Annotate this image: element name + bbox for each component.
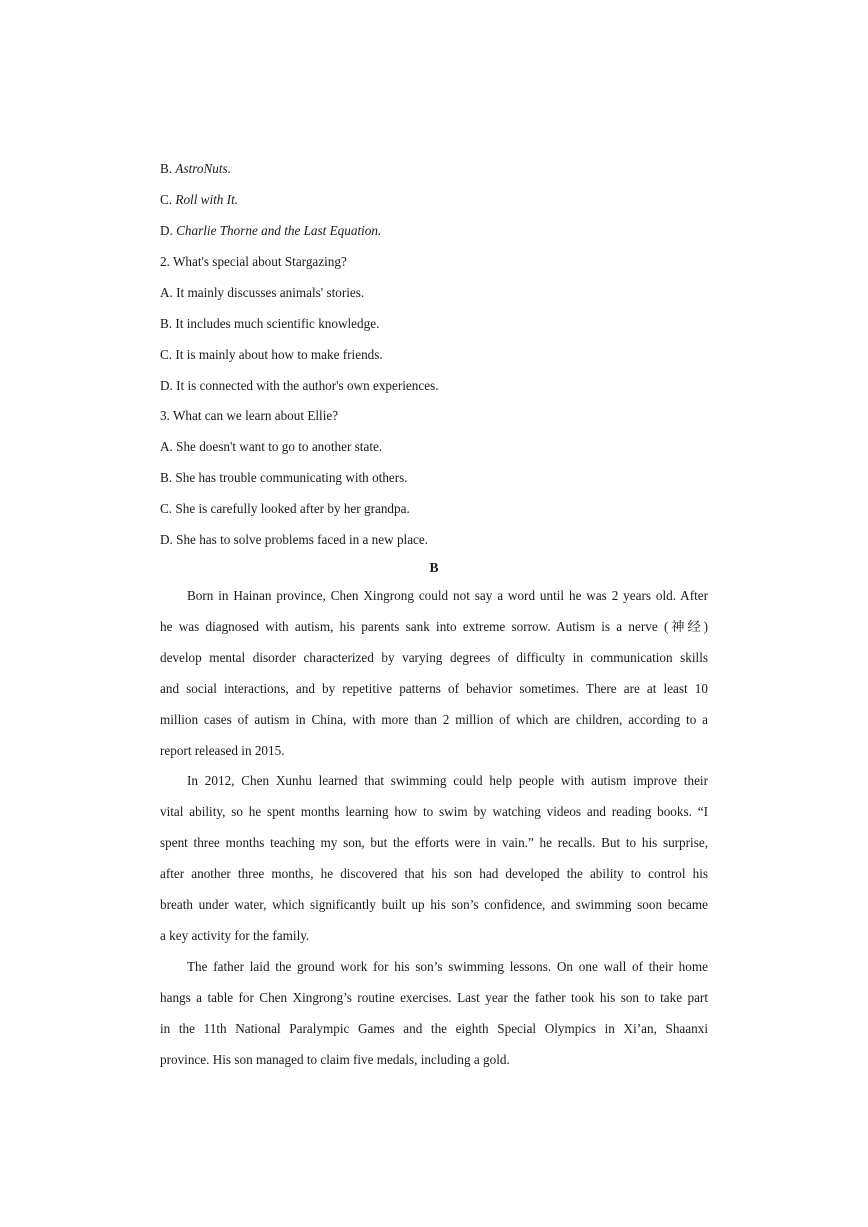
q2-option-a: A. It mainly discusses animals' stories. xyxy=(160,285,365,300)
paragraph-line: Born in Hainan province, Chen Xingrong could not say a word until he was 2 years old. After xyxy=(187,588,708,603)
q3-option-c: C. She is carefully looked after by her grandpa. xyxy=(160,501,410,516)
q2-option-c: C. It is mainly about how to make friends. xyxy=(160,347,383,362)
paragraph-line: province. His son managed to claim five medals, including a gold. xyxy=(160,1052,510,1067)
q1-option-b xyxy=(160,161,231,177)
option-letter: D. xyxy=(160,223,177,238)
q3-option-d: D. She has to solve problems faced in a new place. xyxy=(160,532,429,547)
option-letter: C. xyxy=(160,192,176,207)
q1-option-d xyxy=(160,223,381,239)
q2-option-d: D. It is connected with the author's own experiences. xyxy=(160,378,439,393)
paragraph-line: he was diagnosed with autism, his parents sank into extreme sorrow. Autism is a nerve (神经) xyxy=(160,619,708,634)
paragraph-line: In 2012, Chen Xunhu learned that swimming could help people with autism improve their xyxy=(187,773,708,788)
paragraph-line: hangs a table for Chen Xingrong’s routine exercises. Last year the father took his son to take part xyxy=(160,990,708,1005)
paragraph-line: million cases of autism in China, with more than 2 million of which are children, according to a xyxy=(160,712,708,727)
paragraph-line: after another three months, he discovered that his son had developed the ability to control his xyxy=(160,866,708,881)
paragraph-line: breath under water, which significantly built up his son’s confidence, and swimming soon became xyxy=(160,897,708,912)
paragraph-line: spent three months teaching my son, but the efforts were in vain.” he recalls. But to his surprise, xyxy=(160,835,708,850)
option-letter: B. xyxy=(160,161,176,176)
book-title: AstroNuts. xyxy=(175,161,231,176)
paragraph-line: develop mental disorder characterized by varying degrees of difficulty in communication skills xyxy=(160,650,708,665)
book-title: Roll with It. xyxy=(175,192,239,207)
paragraph-line: and social interactions, and by repetitive patterns of behavior sometimes. There are at least 10 xyxy=(160,681,708,696)
q1-option-c xyxy=(160,192,238,208)
paragraph-line: report released in 2015. xyxy=(160,743,285,758)
q3-option-b: B. She has trouble communicating with others. xyxy=(160,470,408,485)
paragraph-line: a key activity for the family. xyxy=(160,928,310,943)
q3-option-a: A. She doesn't want to go to another state. xyxy=(160,439,383,454)
q2-option-b: B. It includes much scientific knowledge. xyxy=(160,316,380,331)
paragraph-line: The father laid the ground work for his son’s swimming lessons. On one wall of their home xyxy=(187,959,708,974)
section-heading: B xyxy=(429,560,439,575)
paragraph-line: in the 11th National Paralympic Games and the eighth Special Olympics in Xi’an, Shaanxi xyxy=(160,1021,708,1036)
book-title: Charlie Thorne and the Last Equation. xyxy=(176,223,382,238)
question-3-stem: 3. What can we learn about Ellie? xyxy=(160,408,339,423)
paragraph-line: vital ability, so he spent months learning how to swim by watching videos and reading books. “I xyxy=(160,804,708,819)
question-2-stem: 2. What's special about Stargazing? xyxy=(160,254,347,269)
